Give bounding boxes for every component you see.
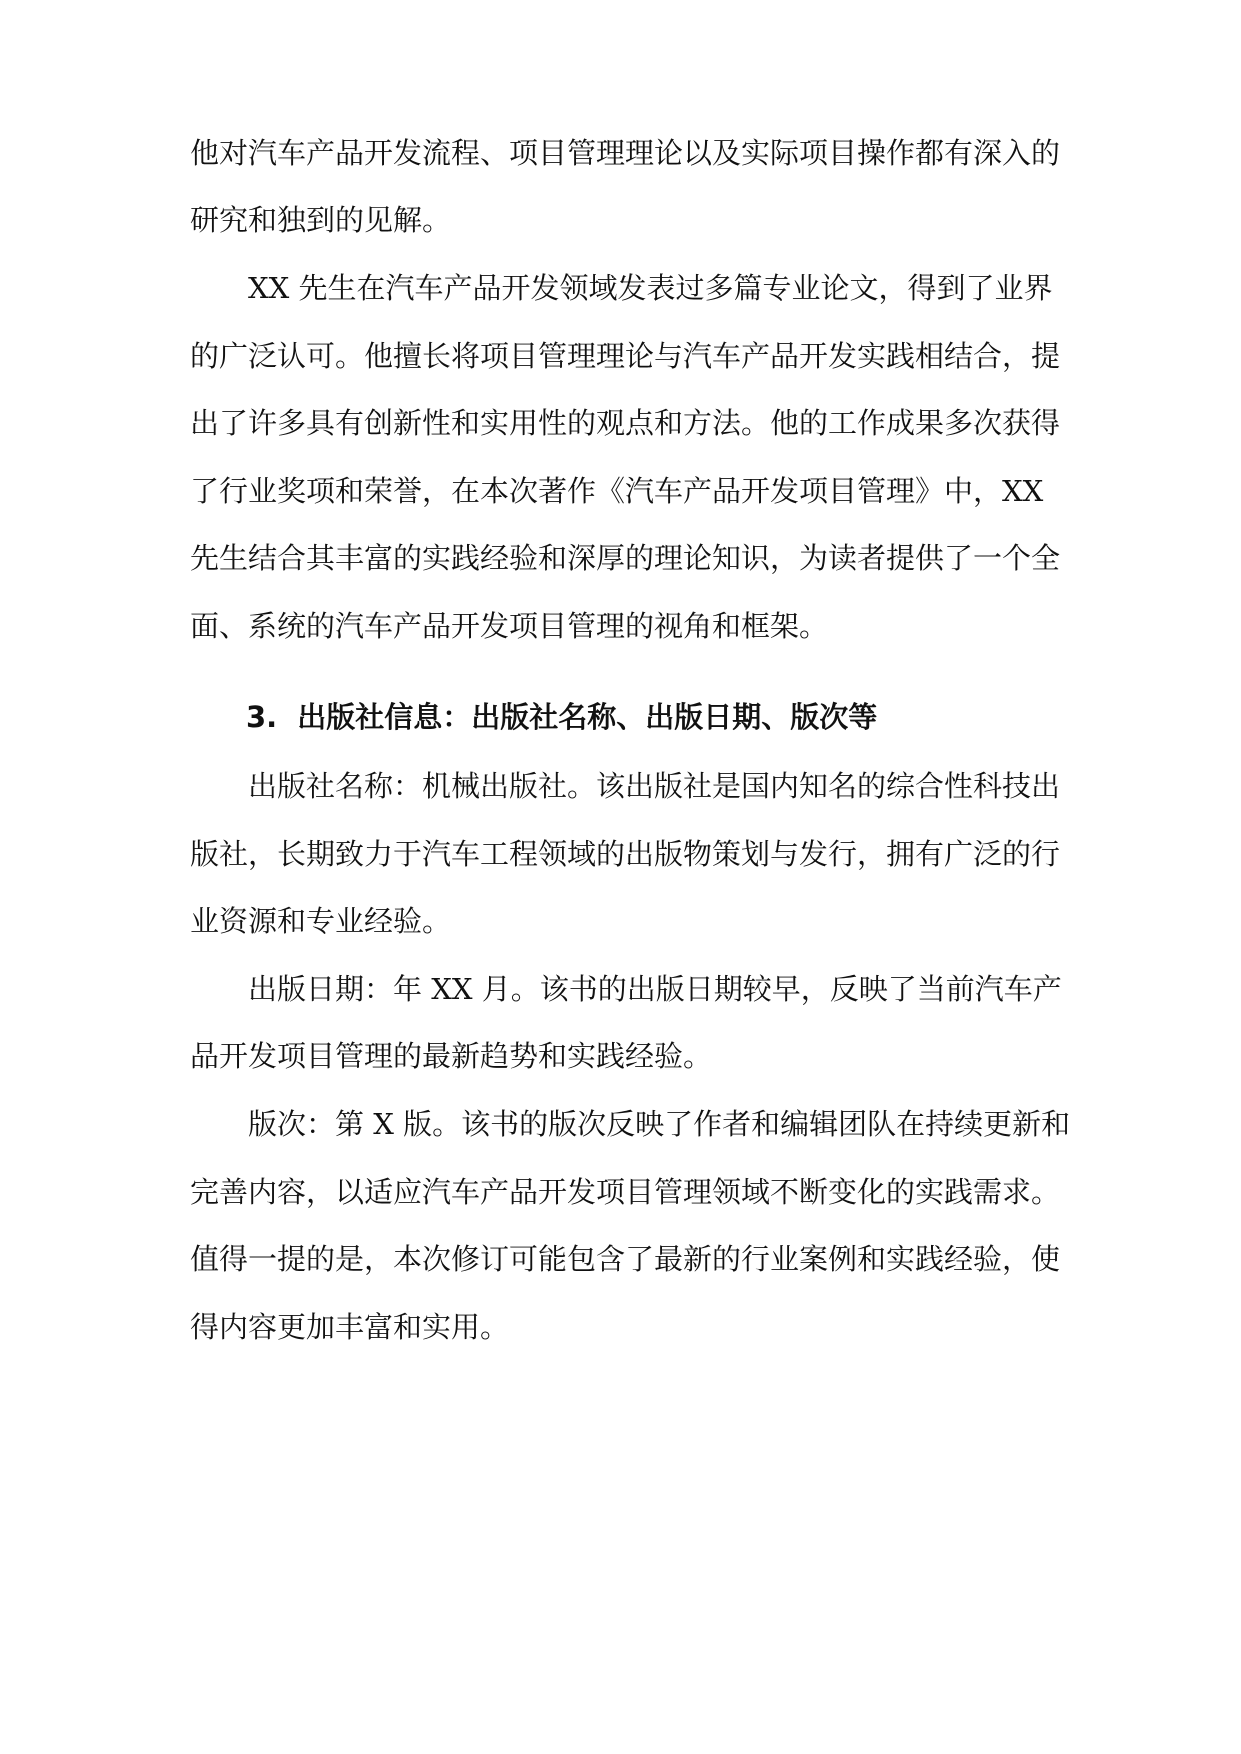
section-heading xyxy=(246,697,877,737)
paragraph-line: 的广泛认可。他擅长将项目管理理论与汽车产品开发实践相结合，提 xyxy=(190,339,1061,373)
paragraph-line: 出版社名称：机械出版社。该出版社是国内知名的综合性科技出 xyxy=(248,769,1061,803)
paragraph-line: 值得一提的是，本次修订可能包含了最新的行业案例和实践经验，使 xyxy=(190,1242,1061,1276)
paragraph-line: 面、系统的汽车产品开发项目管理的视角和框架。 xyxy=(190,609,829,643)
paragraph-line: 完善内容，以适应汽车产品开发项目管理领域不断变化的实践需求。 xyxy=(190,1175,1061,1209)
paragraph-line: 研究和独到的见解。 xyxy=(190,203,452,237)
paragraph-line: 出版日期：年 XX 月。该书的出版日期较早，反映了当前汽车产 xyxy=(248,972,1062,1006)
paragraph-line: 品开发项目管理的最新趋势和实践经验。 xyxy=(190,1039,713,1073)
paragraph-line: 了行业奖项和荣誉，在本次著作《汽车产品开发项目管理》中，XX xyxy=(190,474,1044,508)
paragraph-line: 得内容更加丰富和实用。 xyxy=(190,1310,510,1344)
paragraph-line: 先生结合其丰富的实践经验和深厚的理论知识，为读者提供了一个全 xyxy=(190,541,1061,575)
paragraph-line: 版次：第 X 版。该书的版次反映了作者和编辑团队在持续更新和 xyxy=(248,1107,1071,1141)
paragraph-line: 他对汽车产品开发流程、项目管理理论以及实际项目操作都有深入的 xyxy=(190,136,1061,170)
section-title: 出版社信息：出版社名称、出版日期、版次等 xyxy=(297,700,878,734)
paragraph-line: XX 先生在汽车产品开发领域发表过多篇专业论文，得到了业界 xyxy=(248,271,1053,305)
paragraph-line: 业资源和专业经验。 xyxy=(190,904,452,938)
section-number: 3. xyxy=(246,700,278,734)
paragraph-line: 版社，长期致力于汽车工程领域的出版物策划与发行，拥有广泛的行 xyxy=(190,837,1061,871)
paragraph-line: 出了许多具有创新性和实用性的观点和方法。他的工作成果多次获得 xyxy=(190,406,1061,440)
